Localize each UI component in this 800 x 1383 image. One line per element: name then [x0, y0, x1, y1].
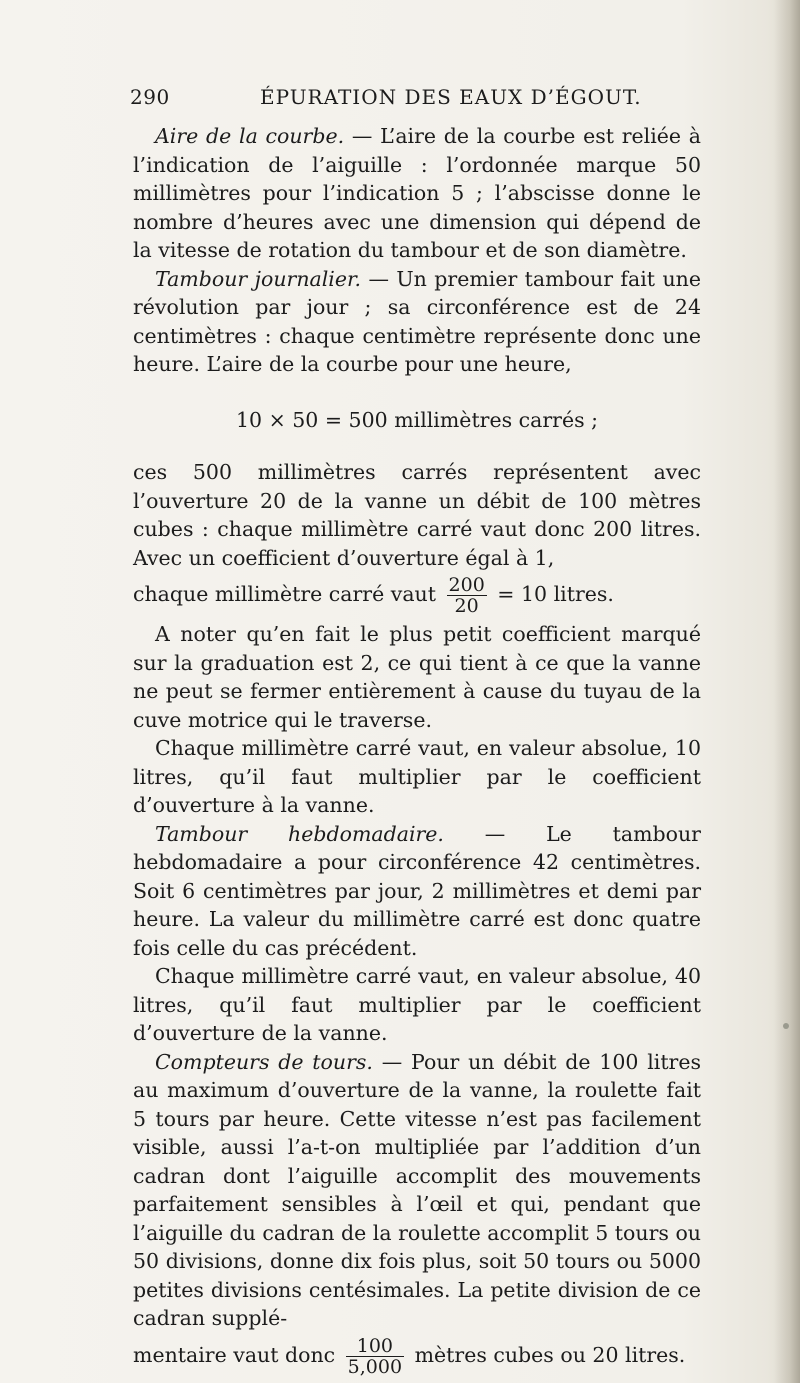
- paragraph-valeur-40: Chaque millimètre carré vaut, en valeur absolue, 40 litres, qu’il faut multiplier par le coefficient d’ouverture de la vanne.: [133, 964, 701, 1045]
- fraction-suffix: mètres cubes ou 20 litres.: [408, 1342, 686, 1367]
- paragraph-500-mm: ces 500 millimètres carrés représentent avec l’ouverture 20 de la vanne un débit de 100 mètres cubes : chaque millimètre carré vaut donc 200 litres. Avec un coefficient d’ouverture égal à 1,: [133, 460, 701, 570]
- fraction-prefix: chaque millimètre carré vaut: [133, 582, 443, 606]
- fraction: [346, 1336, 404, 1377]
- running-title: ÉPURATION DES EAUX D’ÉGOUT.: [260, 85, 642, 109]
- fraction-prefix: mentaire vaut donc: [133, 1342, 342, 1367]
- fraction-line-cadran: [133, 1336, 701, 1377]
- section-lead: Aire de la courbe.: [155, 124, 345, 148]
- paragraph-text: — Pour un débit de 100 litres au maximum d’ouverture de la vanne, la roulette fait 5 tours par heure. Cette vitesse n’est pas facilement visible, aussi l’a-t-on multipliée par l’addition d’un cadran dont l’aiguille accomplit des mouvements parfaitement sensibles à l’œil et qui, pendant que l’aiguille du cadran de la roulette accomplit 5 tours ou 50 divisions, donne dix fois plus, soit 50 tours ou 5000 petites divisions centésimales. La petite division de ce cadran supplé-: [133, 1049, 702, 1330]
- paragraph-text: — Le tambour hebdomadaire a pour circonférence 42 centimètres. Soit 6 centimètres par jour, 2 millimètres et demi par heure. La valeur du millimètre carré est donc quatre fois celle du cas précédent.: [133, 821, 701, 960]
- paragraph-text: — Un premier tambour fait une révolution par jour ; sa circonférence est de 24 centimètres : chaque centimètre représente donc une heure. L’aire de la courbe pour une heure,: [133, 266, 701, 376]
- paragraph-valeur-10: Chaque millimètre carré vaut, en valeur absolue, 10 litres, qu’il faut multiplier par le coefficient d’ouverture à la vanne.: [133, 736, 701, 817]
- paragraph-coefficient: A noter qu’en fait le plus petit coefficient marqué sur la graduation est 2, ce qui tient à ce que la vanne ne peut se fermer entièrement à cause du tuyau de la cuve motrice qui le traverse.: [133, 622, 701, 732]
- fraction-line-litres: [133, 575, 701, 616]
- page-edge-shadow: [774, 0, 800, 1383]
- page-body: [133, 122, 701, 1381]
- paragraph-tambour-journalier: [133, 265, 701, 379]
- fraction-suffix: = 10 litres.: [490, 582, 614, 606]
- page-speck: [783, 1023, 789, 1029]
- section-lead: Tambour journalier.: [155, 266, 362, 291]
- paragraph-text: — L’aire de la courbe est reliée à l’indication de l’aiguille : l’ordonnée marque 50 millimètres pour l’indication 5 ; l’abscisse donne le nombre d’heures avec une dimension qui dépend de la vitesse de rotation du tambour et de son diamètre.: [133, 124, 701, 262]
- paragraph-aire-courbe: [133, 122, 701, 265]
- fraction: [447, 575, 487, 616]
- fraction-numerator: 200: [448, 574, 485, 596]
- equation-area: 10 × 50 = 500 millimètres carrés ;: [235, 407, 599, 432]
- fraction-denominator: 20: [454, 595, 479, 617]
- paragraph-compteurs-tours: [133, 1048, 701, 1333]
- section-lead: Tambour hebdomadaire.: [155, 821, 444, 846]
- fraction-denominator: 5,000: [347, 1355, 403, 1378]
- fraction-numerator: 100: [346, 1336, 404, 1357]
- section-lead: Compteurs de tours.: [155, 1049, 373, 1074]
- page-number: 290: [130, 85, 170, 109]
- page-header: [130, 85, 700, 121]
- paragraph-tambour-hebdomadaire: [133, 820, 701, 963]
